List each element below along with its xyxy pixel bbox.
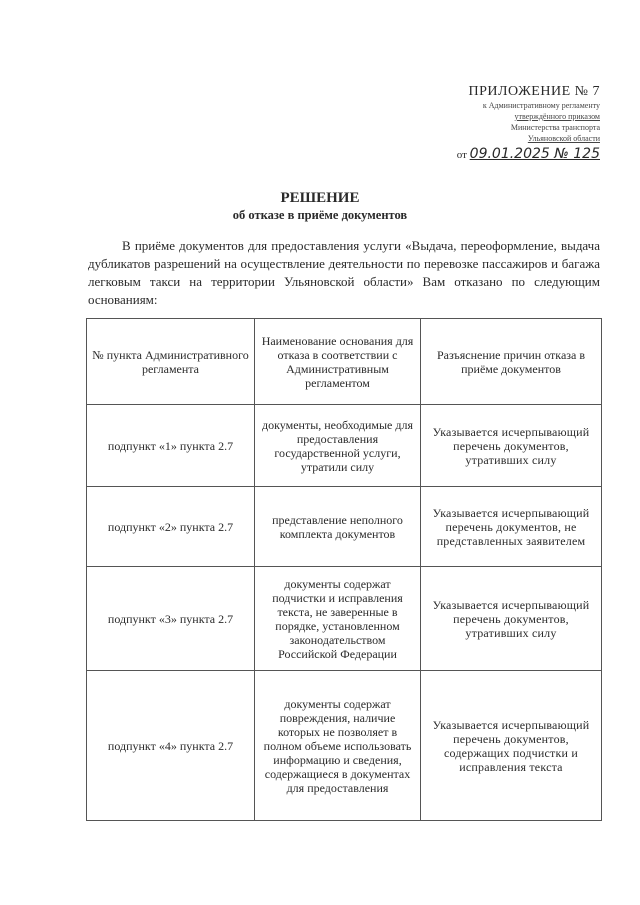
table-row <box>87 405 602 487</box>
appendix-date-prefix: от <box>456 149 467 161</box>
clause-cell: подпункт «1» пункта 2.7 <box>87 405 255 487</box>
table-header-row <box>87 319 602 405</box>
appendix-line-2: утверждённого приказом <box>514 112 600 121</box>
ground-cell: документы содержат подчистки и исправления текста, не заверенные в порядке, установленном законодательством Российской Федерации <box>255 567 421 671</box>
appendix-date-value: 09.01.2025 № 125 <box>469 146 600 162</box>
appendix-line-4: Ульяновской области <box>527 134 600 143</box>
document-subtitle: об отказе в приёме документов <box>232 208 408 222</box>
clause-cell: подпункт «3» пункта 2.7 <box>87 567 255 671</box>
intro-paragraph: В приёме документов для предоставления услуги «Выдача, переоформление, выдача дубликатов разрешений на осуществление деятельности по перевозке пассажиров и багажа легковым такси на территории Ульяновской области» Вам отказано по следующим основаниям: <box>88 238 600 307</box>
ground-cell: документы, необходимые для предоставления государственной услуги, утратили силу <box>255 405 421 487</box>
clause-cell: подпункт «2» пункта 2.7 <box>87 487 255 567</box>
header-explanation: Разъяснение причин отказа в приёме документов <box>421 319 602 405</box>
explanation-cell: Указывается исчерпывающий перечень документов, не представленных заявителем <box>421 487 602 567</box>
appendix-line-1: к Административному регламенту <box>482 101 600 110</box>
table-row <box>87 671 602 821</box>
table-row <box>87 487 602 567</box>
table-row <box>87 567 602 671</box>
appendix-date <box>440 146 600 162</box>
ground-cell: документы содержат повреждения, наличие которых не позволяет в полном объеме использовать информацию и сведения, содержащиеся в документах для предоставления <box>255 671 421 821</box>
clause-cell: подпункт «4» пункта 2.7 <box>87 671 255 821</box>
header-clause: № пункта Административного регламента <box>87 319 255 405</box>
explanation-cell: Указывается исчерпывающий перечень документов, утративших силу <box>421 405 602 487</box>
explanation-cell: Указывается исчерпывающий перечень документов, утративших силу <box>421 567 602 671</box>
header-ground: Наименование основания для отказа в соответствии с Административным регламентом <box>255 319 421 405</box>
appendix-line-3: Министерства транспорта <box>510 123 600 132</box>
explanation-cell: Указывается исчерпывающий перечень документов, содержащих подчистки и исправления текста <box>421 671 602 821</box>
grounds-table <box>86 318 602 821</box>
document-title: РЕШЕНИЕ <box>280 190 360 206</box>
ground-cell: представление неполного комплекта документов <box>255 487 421 567</box>
appendix-title: ПРИЛОЖЕНИЕ № 7 <box>468 84 600 99</box>
appendix-block <box>440 84 600 162</box>
